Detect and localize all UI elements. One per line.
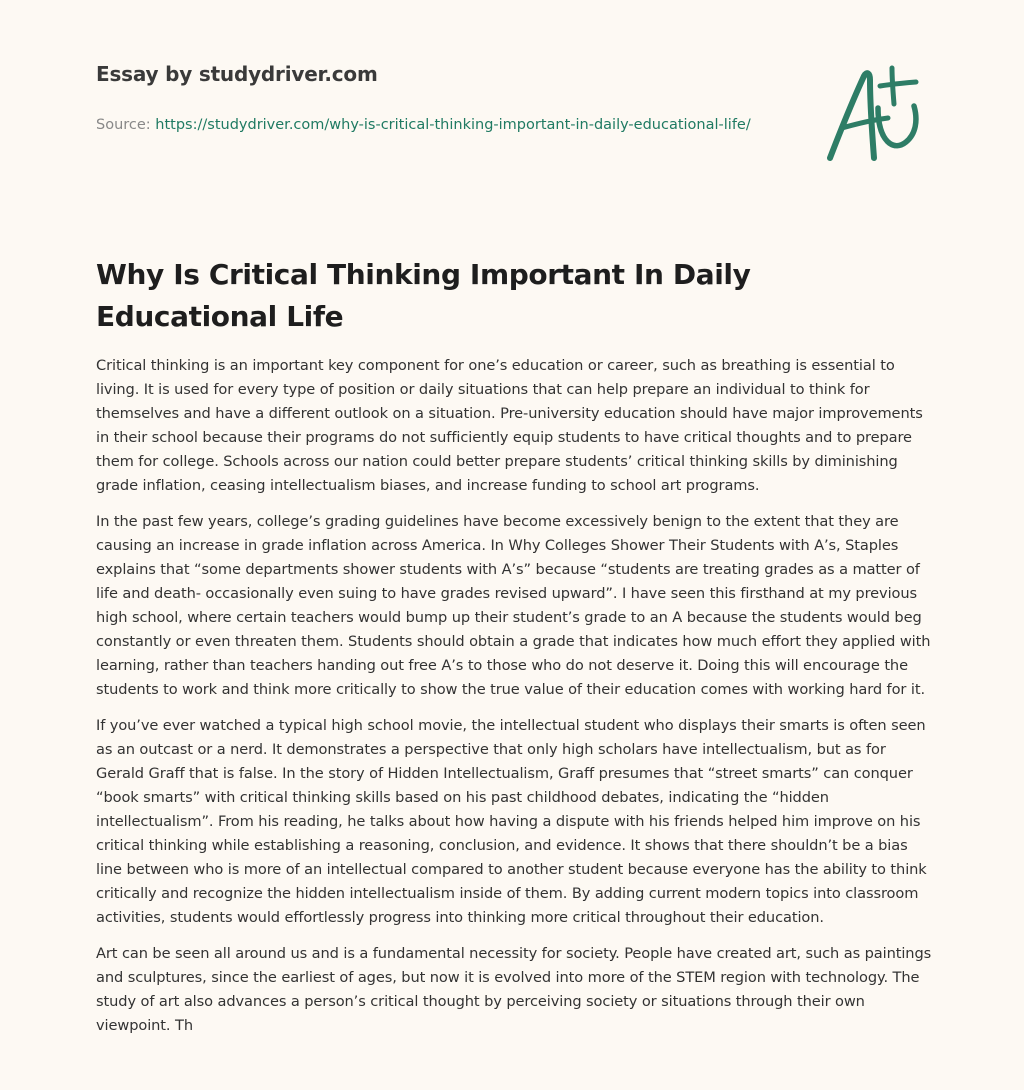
site-title: Essay by studydriver.com bbox=[96, 62, 378, 86]
essay-body bbox=[96, 354, 932, 1050]
paragraph: In the past few years, college’s grading guidelines have become excessively benign to the extent that they are causing an increase in grade inflation across America. In Why Colleges Shower Their Students with A’s, Staples explains that “some departments shower students with A’s” because “students are treating grades as a matter of life and death- occasionally even suing to have grades revised upward”. I have seen this firsthand at my previous high school, where certain teachers would bump up their student’s grade to an A because the students would beg constantly or even threaten them. Students should obtain a grade that indicates how much effort they applied with learning, rather than teachers handing out free A’s to those who do not deserve it. Doing this will encourage the students to work and think more critically to show the true value of their education comes with working hard for it. bbox=[96, 513, 931, 698]
source-link[interactable]: https://studydriver.com/why-is-critical-thinking-important-in-daily-educational-life/ bbox=[155, 117, 751, 133]
paragraph: Critical thinking is an important key component for one’s education or career, such as breathing is essential to living. It is used for every type of position or daily situations that can help prepare an individual to think for themselves and have a different outlook on a situation. Pre-university education should have major improvements in their school because their programs do not sufficiently equip students to have critical thoughts and to prepare them for college. Schools across our nation could better prepare students’ critical thinking skills by diminishing grade inflation, ceasing intellectualism biases, and increase funding to school art programs. bbox=[96, 357, 923, 494]
source-label: Source: bbox=[96, 117, 151, 133]
source-line bbox=[96, 114, 756, 136]
paragraph: Art can be seen all around us and is a fundamental necessity for society. People have created art, such as paintings and sculptures, since the earliest of ages, but now it is evolved into more of the STEM region with technology. The study of art also advances a person’s critical thought by perceiving society or situations through their own viewpoint. Th bbox=[96, 945, 932, 1034]
essay-title: Why Is Critical Thinking Important In Daily Educational Life bbox=[96, 258, 751, 333]
document-header bbox=[96, 62, 796, 136]
paragraph: If you’ve ever watched a typical high school movie, the intellectual student who displays their smarts is often seen as an outcast or a nerd. It demonstrates a perspective that only high scholars have intellectualism, but as for Gerald Graff that is false. In the story of Hidden Intellectualism, Graff presumes that “street smarts” can conquer “book smarts” with critical thinking skills based on his past childhood debates, indicating the “hidden intellectualism”. From his reading, he talks about how having a dispute with his friends helped him improve on his critical thinking while establishing a reasoning, conclusion, and evidence. It shows that there shouldn’t be a bias line between who is more of an intellectual compared to another student because everyone has the ability to think critically and recognize the hidden intellectualism inside of them. By adding current modern topics into classroom activities, students would effortlessly progress into thinking more critical throughout their education. bbox=[96, 717, 927, 926]
a-plus-logo-icon bbox=[818, 62, 930, 166]
